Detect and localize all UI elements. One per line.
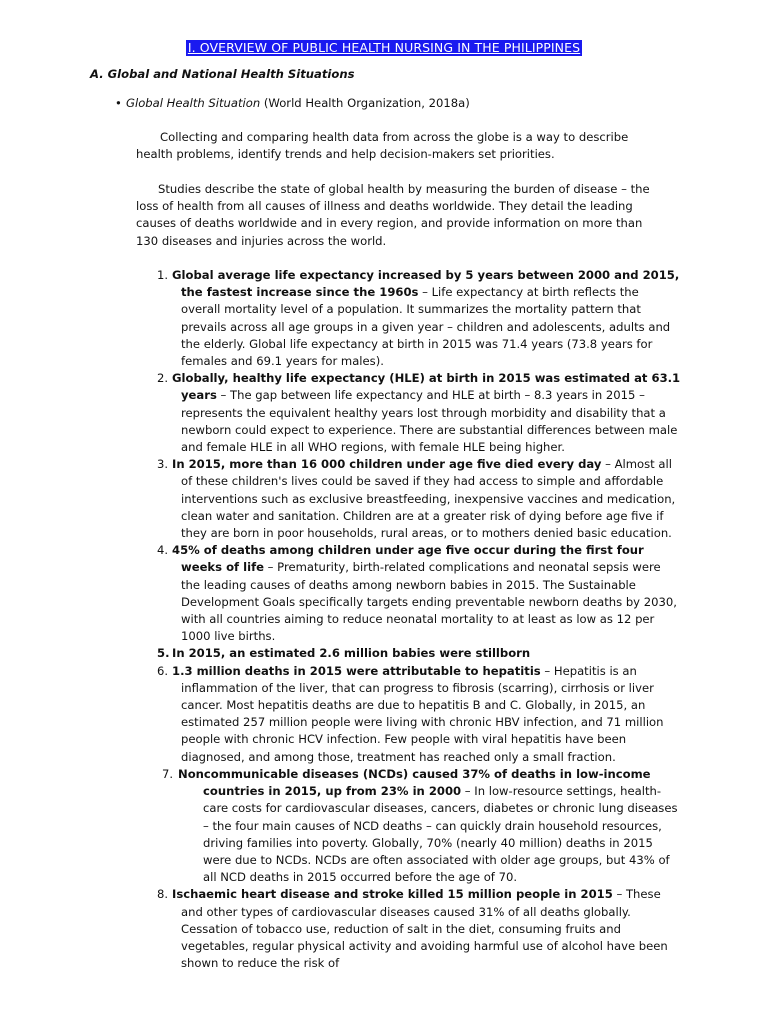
list-item-lead: Globally, healthy life expectancy (HLE) at birth in 2015 was estimated at 63.1 years [172, 371, 681, 403]
list-item-text: – These and other types of cardiovascular diseases caused 31% of all deaths globally. Cessation of tobacco use, reduction of salt in the diet, consuming fruits and vegetables, regular physical activity and avoiding harmful use of alcohol have been shown to reduce the risk of [181, 887, 668, 971]
list-item-lead: Noncommunicable diseases (NCDs) caused 37% of deaths in low-income countries in 2015, up from 23% in 2000 [178, 766, 651, 799]
numbered-list [0, 267, 700, 972]
list-item [0, 766, 681, 886]
list-item [0, 886, 681, 972]
list-number: 5. [157, 646, 170, 661]
list-item-lead: 45% of deaths among children under age five occur during the first four weeks of life [172, 543, 644, 575]
bullet-dot-icon: • [115, 96, 122, 110]
list-item [0, 370, 681, 456]
list-number: 1. [157, 268, 169, 282]
list-number: 4. [157, 543, 169, 558]
list-item-lead: Ischaemic heart disease and stroke killed 15 million people in 2015 [172, 887, 613, 902]
list-item [0, 645, 681, 662]
paragraph-2: Studies describe the state of global health by measuring the burden of disease – the loss of health from all causes of illness and deaths worldwide. They detail the leading causes of deaths worldwide and in every region, and provide information on more than 130 diseases and injuries across the world. [136, 182, 650, 248]
bullet-source: (World Health Organization, 2018a) [263, 96, 470, 110]
list-item-lead: 1.3 million deaths in 2015 were attributable to hepatitis [172, 663, 541, 678]
title-container [0, 37, 768, 56]
list-item-lead: In 2015, an estimated 2.6 million babies were stillborn [172, 646, 531, 661]
paragraph-1: Collecting and comparing health data from across the globe is a way to describe health problems, identify trends and help decision-makers set priorities. [136, 130, 629, 162]
list-item-text: – The gap between life expectancy and HLE at birth – 8.3 years in 2015 – represents the equivalent healthy years lost through morbidity and disability that a newborn could expect to experience. There are substantial differences between male and female HLE in all WHO regions, with female HLE being higher. [181, 388, 678, 455]
section-heading: A. Global and National Health Situations [90, 67, 355, 81]
list-item-text: – In low-resource settings, health-care costs for cardiovascular diseases, cancers, diabetes or chronic lung diseases – the four main causes of NCD deaths – can quickly drain household resources, driving families into poverty. Globally, 70% (nearly 40 million) deaths in 2015 were due to NCDs. NCDs are often associated with older age groups, but 43% of all NCD deaths in 2015 occurred before the age of 70. [203, 784, 678, 885]
list-item-lead: Global average life expectancy increased by 5 years between 2000 and 2015, the fastest increase since the 1960s [172, 268, 680, 300]
list-item [0, 267, 681, 370]
list-number: 8. [157, 887, 169, 902]
list-number: 6. [157, 663, 169, 678]
document-title: I. OVERVIEW OF PUBLIC HEALTH NURSING IN THE PHILIPPINES [187, 40, 581, 55]
list-item-text: – Hepatitis is an inflammation of the liver, that can progress to fibrosis (scarring), cirrhosis or liver cancer. Most hepatitis deaths are due to hepatitis B and C. Globally, in 2015, an estimated 257 million people were living with chronic HBV infection, and 71 million people with chronic HCV infection. Few people with viral hepatitis have been diagnosed, and among those, treatment has reached only a small fraction. [181, 663, 664, 764]
list-item [0, 456, 681, 542]
list-item [0, 663, 681, 766]
list-item-text: – Almost all of these children's lives could be saved if they had access to simple and affordable interventions such as exclusive breastfeeding, inexpensive vaccines and medication, clean water and sanitation. Children are at a greater risk of dying before age five if they are born in poor households, rural areas, or to mothers denied basic education. [181, 457, 676, 541]
list-item-text: – Life expectancy at birth reflects the overall mortality level of a population. It summarizes the mortality pattern that prevails across all age groups in a given year – children and adolescents, adults and the elderly. Global life expectancy at birth in 2015 was 71.4 years (73.8 years for females and 69.1 years for males). [181, 285, 671, 369]
list-number: 3. [157, 457, 169, 472]
list-number: 7. [162, 766, 174, 781]
list-number: 2. [157, 371, 169, 386]
bullet-label: Global Health Situation [126, 96, 261, 110]
bullet-item [115, 96, 470, 110]
list-item [0, 542, 681, 645]
list-item-text: – Prematurity, birth-related complications and neonatal sepsis were the leading causes of deaths among newborn babies in 2015. The Sustainable Development Goals specifically targets ending preventable newborn deaths by 2030, with all countries aiming to reduce neonatal mortality to at least as low as 12 per 1000 live births. [181, 560, 677, 644]
list-item-lead: In 2015, more than 16 000 children under age five died every day [172, 457, 602, 472]
